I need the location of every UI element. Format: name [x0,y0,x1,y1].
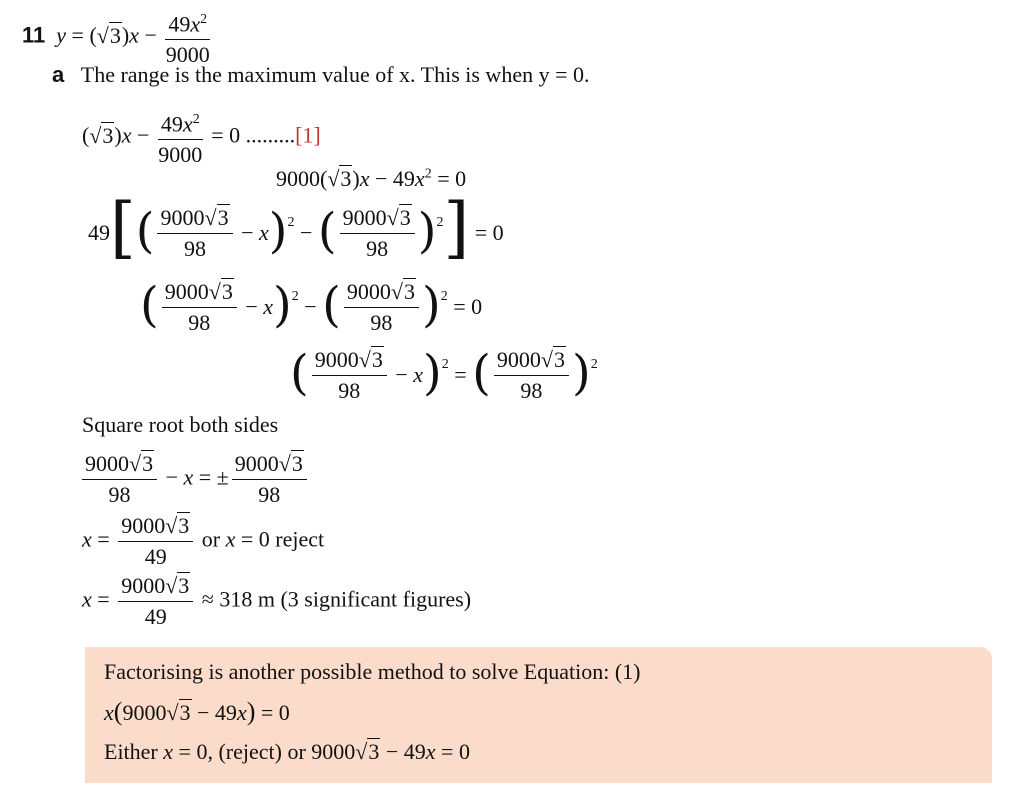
question-header: 11 y = (√3)x − $\frac{49x^2}{9000}$ [22,6,213,69]
equation-reference: [1] [295,122,321,148]
part-a-intro [52,62,590,88]
equation-3: 49 [ ( $\frac{9000√3}{98}$ − x ) 2 − ( $\frac{9000√3}{98}$ ) 2 ] = 0 [88,189,504,266]
equation-8: x = $\frac{9000√3}{49}$ ≈ 318 m (3 significant figures) [82,573,472,629]
note-line-3: Either x = 0, (reject) or 9000√3 − 49x = 0 [104,739,470,764]
equation-1: (√3)x − $\frac{49x^2}{9000}$ = 0 .........[1] [82,106,321,169]
equation-6: $\frac{9000√3}{98}$ − x = ± $\frac{9000√3}{98}$ [82,450,310,509]
note-line-2: x(9000√3 − 49x) = 0 [104,697,290,726]
intro-text: The range is the maximum value of x. This is when y = 0. [80,62,590,87]
equation-7: x = $\frac{9000√3}{49}$ or x = 0 reject [82,513,325,569]
note-line-1: Factorising is another possible method to solve Equation: (1) [104,659,641,684]
equation-4: ( $\frac{9000√3}{98}$ − x ) 2 − ( $\frac{9000√3}{98}$ ) 2 = 0 [140,277,483,335]
part-label: a [52,62,65,87]
dots: ......... [245,122,296,148]
approx-answer: ≈ 318 m (3 significant figures) [201,586,472,612]
equation-2: $9000(√3)x - 49x^2 = 0$ [276,166,467,191]
square-root-text: Square root both sides [82,412,279,437]
fraction-49x2-over-9000: $\frac{49x^2}{9000}$ [165,6,210,69]
question-number: 11 [22,22,46,48]
equation-5: ( $\frac{9000√3}{98}$ − x ) 2 = ( $\frac{9000√3}{98}$ ) 2 [290,345,598,403]
